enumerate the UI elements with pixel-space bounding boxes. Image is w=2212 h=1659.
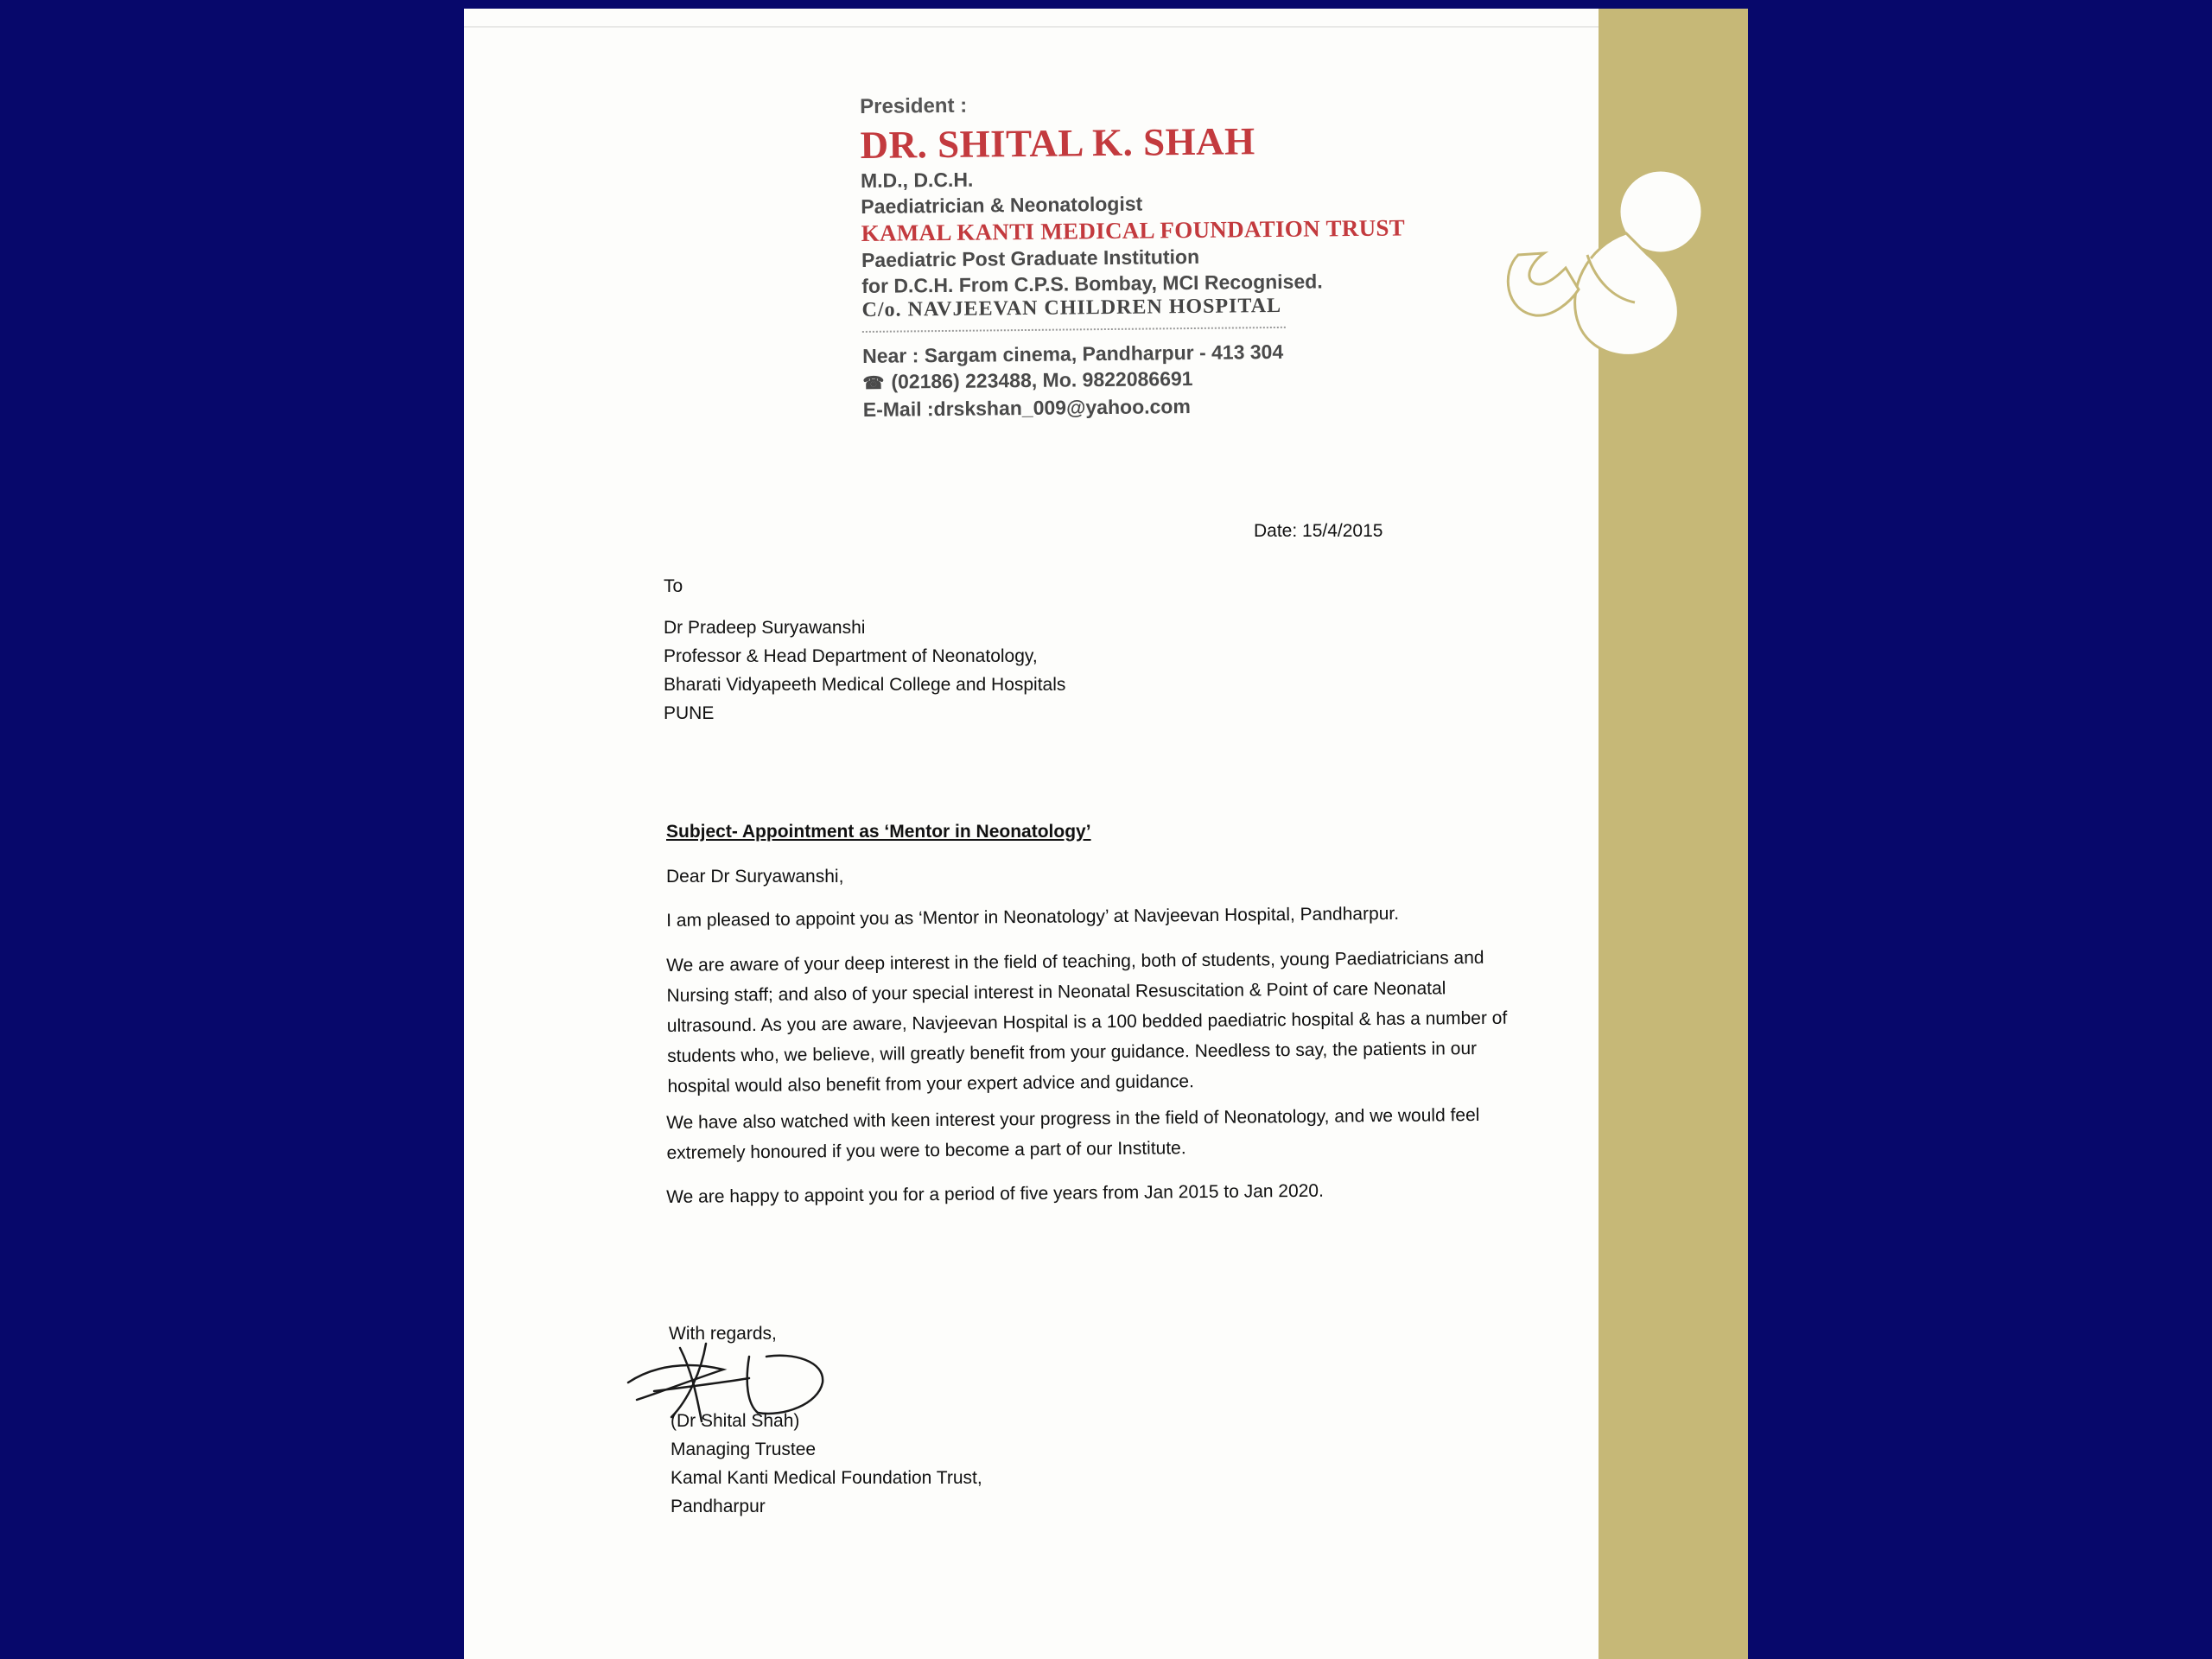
email: E-Mail :drskshan_009@yahoo.com xyxy=(862,395,1191,421)
salutation: Dear Dr Suryawanshi, xyxy=(666,867,844,887)
trust-name: KAMAL KANTI MEDICAL FOUNDATION TRUST xyxy=(861,214,1406,246)
dotted-divider xyxy=(862,327,1286,333)
baby-logo-icon xyxy=(1484,151,1717,376)
letter-date: Date: 15/4/2015 xyxy=(1254,521,1383,541)
paragraph: We have also watched with keen interest your progress in the field of Neonatology, and we would feel extremely honoured if you were to become a part of our Institute. xyxy=(666,1104,1480,1163)
phone-number: (02186) 223488, Mo. 9822086691 xyxy=(891,366,1193,393)
letterhead xyxy=(860,88,1485,423)
paragraph: I am pleased to appoint you as ‘Mentor in Neonatology’ at Navjeevan Hospital, Pandharpur. xyxy=(666,903,1400,931)
closing: With regards, xyxy=(669,1324,777,1344)
recipient-city: PUNE xyxy=(664,703,715,723)
paragraph: We are aware of your deep interest in the field of teaching, both of students, young Paediatricians and Nursing staff; and also of your special interest in Neonatal Resuscitation & Point of care Neonatal ultrasound. As you are aware, Navjeevan Hospital is a 100 bedded paediatric hospital & has a number of students who, we believe, will greatly benefit from your guidance. Needless to say, the patients in our hospital would also benefit from your expert advice and guidance. xyxy=(666,947,1508,1096)
page-edge-line xyxy=(464,26,1605,28)
specialty: Paediatrician & Neonatologist xyxy=(861,192,1143,218)
institution-line-1: Paediatric Post Graduate Institution xyxy=(861,245,1200,271)
paragraph: We are happy to appoint you for a period of five years from Jan 2015 to Jan 2020. xyxy=(666,1180,1324,1207)
phone-icon: ☎ xyxy=(862,373,885,393)
letter-subject: Subject- Appointment as ‘Mentor in Neonatology’ xyxy=(666,822,1091,842)
signatory-name: (Dr Shital Shah) xyxy=(671,1411,800,1431)
president-label: President : xyxy=(860,93,968,118)
to-label: To xyxy=(664,576,683,596)
signatory-org: Kamal Kanti Medical Foundation Trust, xyxy=(671,1468,982,1488)
institution-line-2: for D.C.H. From C.P.S. Bombay, MCI Recognised. xyxy=(861,270,1323,297)
signatory-city: Pandharpur xyxy=(671,1497,766,1516)
recipient-name: Dr Pradeep Suryawanshi xyxy=(664,618,866,638)
recipient-title: Professor & Head Department of Neonatology, xyxy=(664,646,1038,666)
recipient-address xyxy=(664,613,1065,728)
recipient-college: Bharati Vidyapeeth Medical College and Hospitals xyxy=(664,675,1066,695)
hospital-name: C/o. NAVJEEVAN CHILDREN HOSPITAL xyxy=(861,294,1282,321)
letterhead-name: DR. SHITAL K. SHAH xyxy=(860,119,1255,167)
degrees: M.D., D.C.H. xyxy=(860,168,974,192)
letter-page xyxy=(464,9,1748,1659)
signature-block xyxy=(671,1407,982,1521)
signatory-role: Managing Trustee xyxy=(671,1440,817,1459)
address: Near : Sargam cinema, Pandharpur - 413 304 xyxy=(862,340,1284,367)
